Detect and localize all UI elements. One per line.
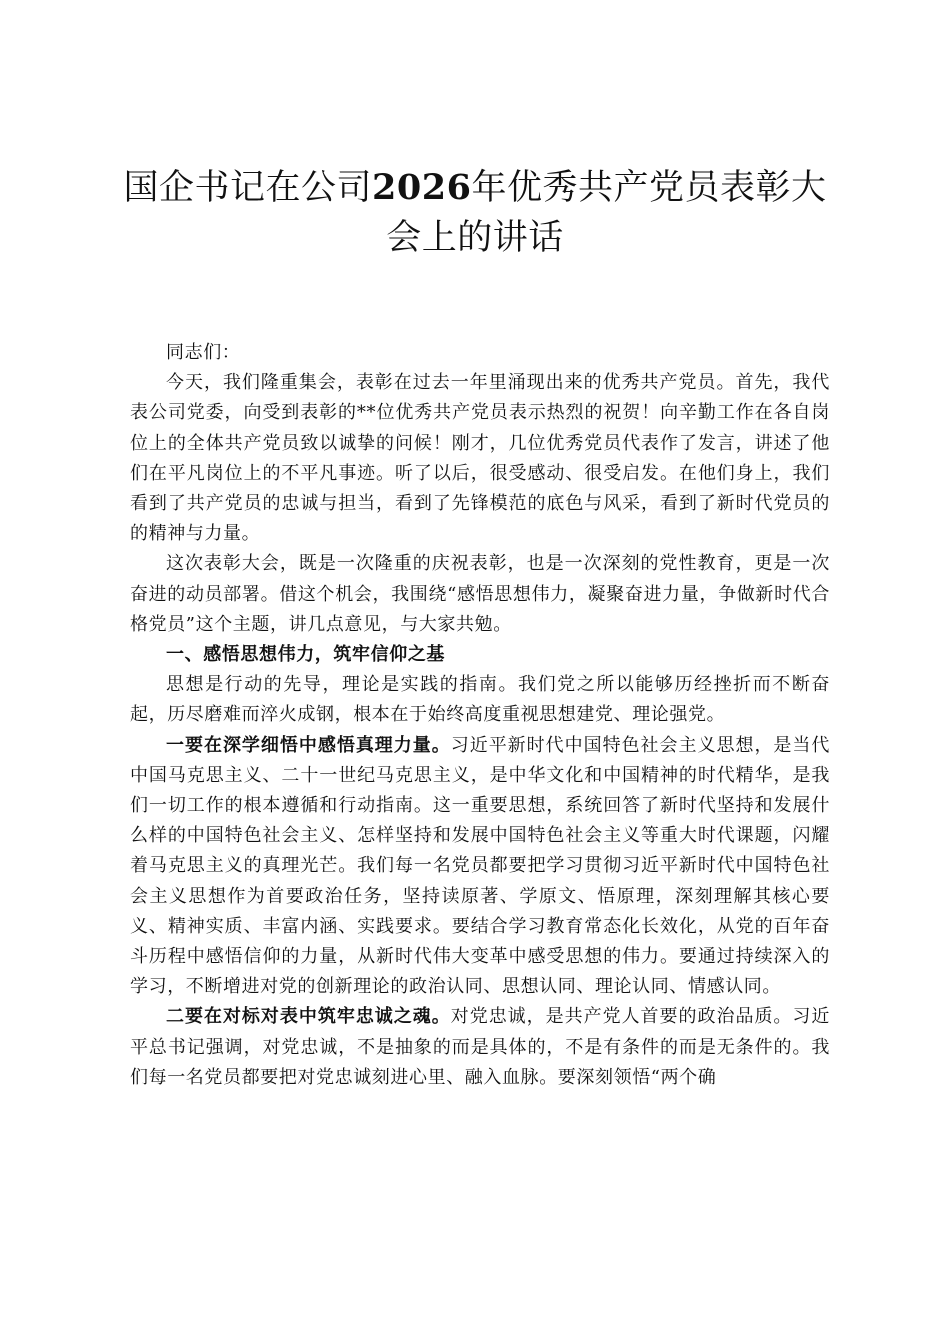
title-part2: 年优秀共产党员表彰大会上的讲话 — [386, 168, 827, 258]
section-1-intro: 思想是行动的先导，理论是实践的指南。我们党之所以能够历经挫折而不断奋起，历尽磨难而淬火成钢，根本在于始终高度重视思想建党、理论强党。 — [130, 674, 830, 726]
document-title — [110, 163, 840, 263]
point-2-lead: 二要在对标对表中筑牢忠诚之魂。 — [166, 1006, 451, 1028]
title-part1: 国企书记在公司 — [123, 168, 373, 208]
salutation: 同志们： — [166, 342, 241, 363]
paragraph-opening: 今天，我们隆重集会，表彰在过去一年里涌现出来的优秀共产党员。首先，我代表公司党委，向受到表彰的**位优秀共产党员表示热烈的祝贺！向辛勤工作在各自岗位上的全体共产党员致以诚挚的问候！刚才，几位优秀党员代表作了发言，讲述了他们在平凡岗位上的不平凡事迹。听了以后，很受感动、很受启发。在他们身上，我们看到了共产党员的忠诚与担当，看到了先锋模范的底色与风采，看到了新时代党员的的精神与力量。 — [130, 372, 830, 545]
point-2-text: 对党忠诚，是共产党人首要的政治品质。习近平总书记强调，对党忠诚，不是抽象的而是具体的，不是有条件的而是无条件的。我们每一名党员都要把对党忠诚刻进心里、融入血脉。要深刻领悟“两个确 — [130, 1006, 830, 1088]
point-1-paragraph — [130, 731, 830, 1003]
document-body — [130, 338, 830, 1093]
point-2-paragraph — [130, 1002, 830, 1093]
point-1-lead: 一要在深学细悟中感悟真理力量。 — [166, 734, 451, 756]
point-1-text: 习近平新时代中国特色社会主义思想，是当代中国马克思主义、二十一世纪马克思主义，是中华文化和中国精神的时代精华，是我们一切工作的根本遵循和行动指南。这一重要思想，系统回答了新时代坚持和发展什么样的中国特色社会主义、怎样坚持和发展中国特色社会主义等重大时代课题，闪耀着马克思主义的真理光芒。我们每一名党员都要把学习贯彻习近平新时代中国特色社会主义思想作为首要政治任务，坚持读原著、学原文、悟原理，深刻理解其核心要义、精神实质、丰富内涵、实践要求。要结合学习教育常态化长效化，从党的百年奋斗历程中感悟信仰的力量，从新时代伟大变革中感受思想的伟力。要通过持续深入的学习，不断增进对党的创新理论的政治认同、思想认同、理论认同、情感认同。 — [130, 734, 830, 998]
title-year: 2026 — [372, 167, 472, 208]
paragraph-theme: 这次表彰大会，既是一次隆重的庆祝表彰，也是一次深刻的党性教育，更是一次奋进的动员部署。借这个机会，我围绕“感悟思想伟力，凝聚奋进力量，争做新时代合格党员”这个主题，讲几点意见，与大家共勉。 — [130, 553, 830, 635]
section-heading-1: 一、感悟思想伟力，筑牢信仰之基 — [166, 644, 445, 666]
